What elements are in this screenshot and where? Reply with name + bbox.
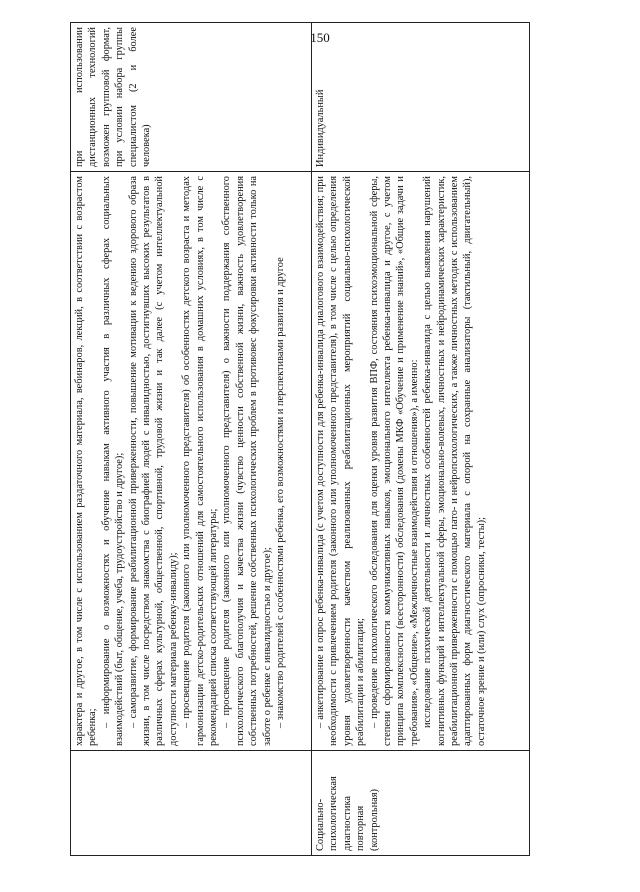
content-cell (312, 172, 530, 751)
table-row (71, 23, 312, 856)
table-row (312, 23, 530, 856)
form-cell: при использовании дистанционных технологий возможен групповой формат, при условии набора группы специалистом (2 и более человека) (71, 23, 312, 172)
content-paragraph: характера и другое, в том числе с использованием раздаточного материала, вебинаров, лекций, в соответствии с возрастом ребенка; (74, 176, 99, 746)
content-paragraph: – саморазвитие, формирование реабилитационной приверженности, повышение мотивации к ведению здорового образа жизни, в том числе посредством знакомства с биографией людей с инвалидностью, достигнувших высоких результатов в различных сферах культурной, общественной, спортивной, трудовой жизни и так далее (с учетом интеллектуальной доступности материала ребенку-инвалиду); (127, 176, 179, 746)
content-paragraph: – просвещение родителя (законного или уполномоченного представителя) об особенностях детского возраста и методах гармонизации детско-родительских отношений для самостоятельного использования в домашних условиях, в том числе с рекомендацией списка соответствующей литературы; (181, 176, 220, 746)
content-paragraph: – информирование о возможностях и обучение навыкам активного участия в различных сферах социальных взаимодействий (быт, общение, учеба, трудоустройство и другое); (100, 176, 126, 746)
content-paragraph: – знакомство родителей с особенностями ребенка, его возможностями и перспективами развития и другое (275, 257, 287, 728)
content-paragraph: – анкетирование и опрос ребенка-инвалида (с учетом доступности для ребенка-инвалида диалогового взаимодействия; при необходимости с привлечением родителя (законного или уполномоченного представителя), в том числе с целью определения уровня удовлетворенности качеством реализованных реабилитационных мероприятий социально-психологической реабилитации и абилитации; (315, 176, 367, 746)
rehabilitation-table (70, 22, 530, 856)
stage-cell (71, 751, 312, 856)
rotated-table-block (70, 27, 530, 856)
content-cell (71, 172, 312, 751)
stage-cell: Социально-психологическая диагностика повторная (контрольная) (312, 751, 530, 856)
content-paragraph: исследование психической деятельности и личностных особенностей ребенка-инвалида с целью выявления нарушений когнитивных функций и интеллектуальной сферы, эмоционально-волевых, личностных и нейродинамических характеристик, реабилитационной приверженности с помощью пато- и нейропсихологических, а также личностных методик с использованием адаптированных форм диагностического материала с опорой на сохранные анализаторы (тактильный, двигательный), остаточное зрение и (или) слух (опросники, тесты); (422, 176, 487, 746)
content-paragraph: – просвещение родителя (законного или уполномоченного представителя) о важности поддержания собственного психологического благополучия и качества жизни (чувство ценности собственной жизни, важность удовлетворения собственных потребностей, решение собственных психологических проблем в противовес фокусировки активности только на заботе о ребенке с инвалидностью и другое); (221, 176, 273, 746)
content-paragraph: – проведение психологического обследования для оценки уровня развития ВПФ, состояния психоэмоциональной сферы, степени сформированности коммуникативных навыков, эмоционального интеллекта ребенка-инвалида и другое, с учетом принципа комплексности (всесторонности) обследования (домены МКФ «Обучение и применение знаний», «Общие задачи и требования», «Общение», «Межличностные взаимодействия и отношения»), а именно: (368, 176, 420, 746)
page-number: 150 (310, 30, 330, 45)
form-cell: Индивидуальный (312, 23, 530, 172)
